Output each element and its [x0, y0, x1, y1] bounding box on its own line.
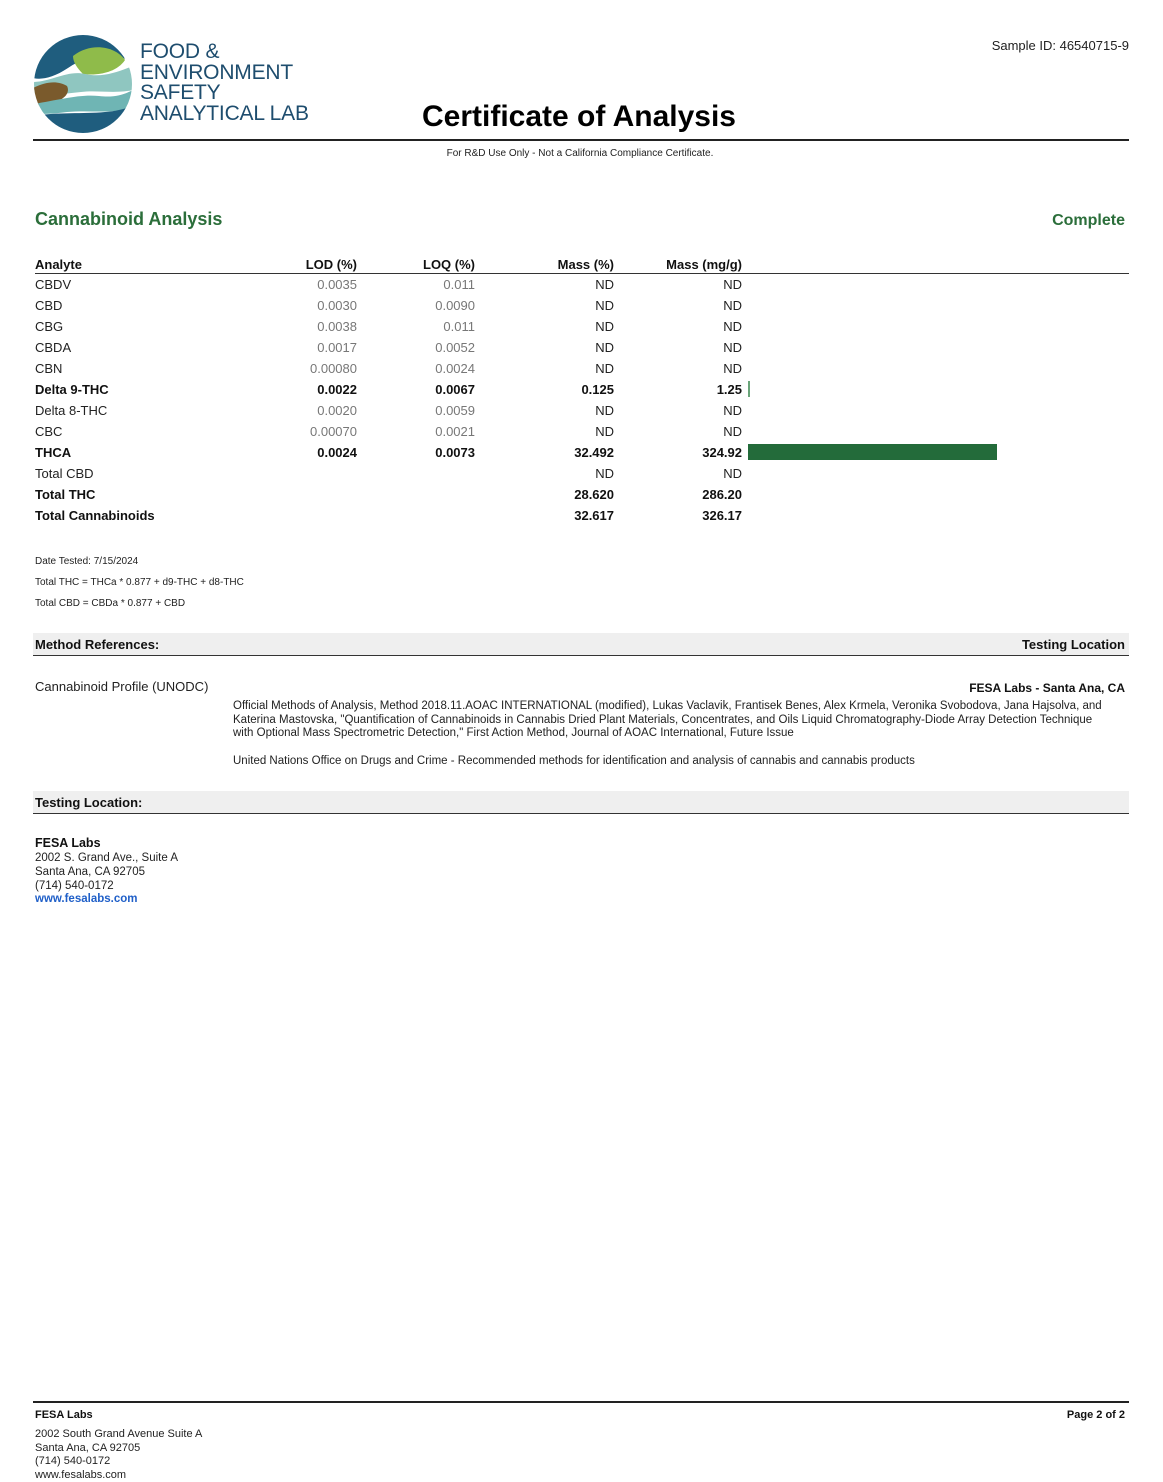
table-row [35, 295, 1129, 316]
logo-line: ENVIRONMENT [140, 60, 293, 84]
lab-website-link[interactable]: www.fesalabs.com [35, 893, 138, 905]
cell-mass-pct: 0.125 [581, 382, 614, 397]
cell-mass-pct: ND [595, 466, 614, 481]
table-row [35, 421, 1129, 442]
cell-analyte: CBN [35, 361, 63, 376]
lab-address-line1: 2002 S. Grand Ave., Suite A [35, 852, 178, 864]
column-header-mass-pct: Mass (%) [557, 257, 614, 272]
header-divider [33, 139, 1129, 141]
mass-bar [748, 381, 750, 397]
table-row [35, 274, 1129, 295]
footer-address-line2: Santa Ana, CA 92705 [35, 1442, 141, 1454]
cell-mass-mg: ND [723, 340, 742, 355]
cell-analyte: CBDA [35, 340, 72, 355]
footer-website: www.fesalabs.com [35, 1469, 127, 1481]
column-header-analyte: Analyte [35, 257, 82, 272]
testing-location-heading: Testing Location [1021, 637, 1125, 652]
cell-mass-mg: ND [723, 424, 742, 439]
lab-name: FESA Labs [35, 836, 101, 850]
status-badge: Complete [1052, 212, 1125, 229]
cell-mass-mg: 326.17 [702, 508, 742, 523]
cell-analyte: Total CBD [35, 466, 94, 481]
cell-loq: 0.011 [443, 319, 475, 334]
table-header [35, 256, 1129, 274]
cell-mass-pct: ND [595, 277, 614, 292]
cell-loq: 0.0052 [435, 340, 475, 355]
cell-mass-pct: ND [595, 424, 614, 439]
mass-bar [748, 444, 997, 460]
footer-divider [33, 1401, 1129, 1403]
cell-lod: 0.0020 [317, 403, 357, 418]
cell-lod: 0.0017 [317, 340, 357, 355]
cell-lod: 0.0024 [317, 445, 357, 460]
column-header-loq: LOQ (%) [423, 257, 475, 272]
cell-mass-pct: ND [595, 403, 614, 418]
cell-loq: 0.0024 [435, 361, 475, 376]
cell-mass-pct: 32.617 [574, 508, 614, 523]
method-reference-unodc: United Nations Office on Drugs and Crime - Recommended methods for identification and analysis of cannabis and cannabis products [233, 755, 915, 767]
lab-logo-wordmark [140, 42, 309, 124]
method-name: Cannabinoid Profile (UNODC) [35, 679, 209, 694]
cell-lod: 0.0035 [317, 277, 357, 292]
table-row [35, 337, 1129, 358]
column-header-mass-mg: Mass (mg/g) [666, 257, 742, 272]
cell-mass-pct: ND [595, 340, 614, 355]
testing-location-band-heading: Testing Location: [35, 795, 143, 810]
method-reference-aoac: Official Methods of Analysis, Method 2018.11.AOAC INTERNATIONAL (modified), Lukas Vaclavik, Frantisek Benes, Alex Krmela, Veronika Svobodova, Jana Hajsolva, and Katerina Mastovska, "Quantification of Cannabinoids in Cannabis Dried Plant Materials, Concentrates, and Oils Liquid Chromatography-Diode Array Detection Technique with Optional Mass Spectrometric Detection," First Action Method, Journal of AOAC International, Future Issue [233, 700, 1102, 739]
cell-loq: 0.0021 [435, 424, 475, 439]
cell-analyte: CBC [35, 424, 63, 439]
lab-phone: (714) 540-0172 [35, 880, 114, 892]
table-row [35, 505, 1129, 526]
cell-loq: 0.0090 [435, 298, 475, 313]
date-tested: Date Tested: 7/15/2024 [35, 556, 139, 567]
cell-mass-mg: ND [723, 277, 742, 292]
total-cbd-formula: Total CBD = CBDa * 0.877 + CBD [35, 598, 186, 609]
cell-lod: 0.00080 [310, 361, 357, 376]
table-row [35, 379, 1129, 400]
column-header-lod: LOD (%) [305, 257, 357, 272]
cell-lod: 0.0030 [317, 298, 357, 313]
cell-mass-mg: 324.92 [702, 445, 742, 460]
footer-lab-name: FESA Labs [35, 1409, 93, 1421]
cell-mass-pct: ND [595, 319, 614, 334]
cannabinoid-table [35, 256, 1129, 526]
lab-logo-emblem-icon [33, 32, 133, 136]
total-thc-formula: Total THC = THCa * 0.877 + d9-THC + d8-THC [35, 577, 244, 588]
cell-analyte: CBD [35, 298, 63, 313]
cell-analyte: Delta 8-THC [35, 403, 108, 418]
cell-analyte: THCA [35, 445, 72, 460]
table-body [35, 274, 1129, 526]
cell-mass-pct: ND [595, 361, 614, 376]
logo-line: FOOD & [140, 40, 220, 63]
table-row [35, 442, 1129, 463]
cell-mass-mg: ND [723, 403, 742, 418]
cell-mass-mg: 1.25 [716, 382, 742, 397]
table-row [35, 463, 1129, 484]
section-title-cannabinoid: Cannabinoid Analysis [35, 209, 223, 229]
cell-lod: 0.0022 [317, 382, 357, 397]
table-row [35, 358, 1129, 379]
cell-mass-pct: 28.620 [574, 487, 614, 502]
cell-loq: 0.011 [443, 277, 475, 292]
cell-analyte: Total THC [35, 487, 96, 502]
table-row [35, 316, 1129, 337]
cell-analyte: CBG [35, 319, 64, 334]
footer-address-line1: 2002 South Grand Avenue Suite A [35, 1428, 203, 1440]
page-number: Page 2 of 2 [1066, 1409, 1125, 1421]
cell-loq: 0.0059 [435, 403, 475, 418]
cell-mass-mg: ND [723, 298, 742, 313]
lab-logo [33, 32, 323, 136]
cell-mass-mg: ND [723, 361, 742, 376]
cell-mass-mg: ND [723, 319, 742, 334]
cell-lod: 0.0038 [317, 319, 357, 334]
cell-mass-pct: 32.492 [574, 445, 614, 460]
cell-loq: 0.0067 [435, 382, 475, 397]
method-location: FESA Labs - Santa Ana, CA [969, 681, 1125, 695]
footer-phone: (714) 540-0172 [35, 1455, 111, 1467]
cell-mass-mg: 286.20 [702, 487, 742, 502]
method-references-band [33, 633, 1129, 656]
cell-mass-mg: ND [723, 466, 742, 481]
cell-analyte: Total Cannabinoids [35, 508, 155, 523]
testing-location-band [33, 791, 1129, 814]
table-row [35, 400, 1129, 421]
cell-lod: 0.00070 [310, 424, 357, 439]
logo-line: ANALYTICAL LAB [140, 101, 309, 125]
sample-id: Sample ID: 46540715-9 [991, 38, 1129, 53]
lab-address-line2: Santa Ana, CA 92705 [35, 866, 145, 878]
cell-analyte: Delta 9-THC [35, 382, 109, 397]
cell-analyte: CBDV [35, 277, 72, 292]
page-title: Certificate of Analysis [422, 100, 736, 133]
cell-mass-pct: ND [595, 298, 614, 313]
table-row [35, 484, 1129, 505]
method-references-heading: Method References: [35, 637, 160, 652]
cell-loq: 0.0073 [435, 445, 475, 460]
disclaimer: For R&D Use Only - Not a California Compliance Certificate. [446, 148, 714, 159]
logo-line: SAFETY [140, 81, 221, 104]
